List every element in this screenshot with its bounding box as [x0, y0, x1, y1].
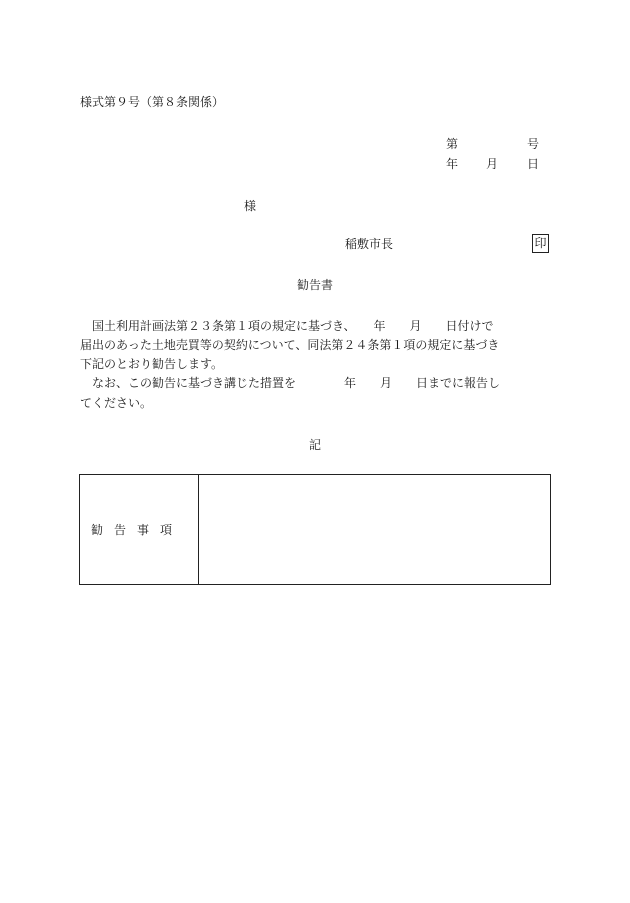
date-year-label: 年	[446, 157, 459, 171]
recommendation-content-field[interactable]	[199, 475, 550, 584]
body-line-1: 国土利用計画法第２３条第１項の規定に基づき、 年 月 日付けで	[80, 319, 494, 333]
table-label-cell	[80, 475, 199, 584]
date-day-label: 日	[527, 157, 540, 171]
recommendation-table	[79, 474, 551, 585]
issuer-name: 稲敷市長	[345, 237, 394, 251]
addressee-suffix: 様	[244, 199, 257, 213]
body-line-5: てください。	[80, 396, 153, 410]
body-line-2: 届出のあった土地売買等の契約について、同法第２４条第１項の規定に基づき	[80, 338, 500, 352]
body-line-3: 下記のとおり勧告します。	[80, 357, 224, 371]
document-number-label: 第	[446, 137, 459, 151]
ki-heading: 記	[308, 438, 321, 452]
document-number-suffix: 号	[527, 137, 540, 151]
date-month-label: 月	[486, 157, 499, 171]
document-title: 勧告書	[296, 278, 333, 292]
table-label: 勧告事項	[91, 523, 184, 537]
body-line-4: なお、この勧告に基づき講じた措置を 年 月 日までに報告し	[80, 376, 501, 390]
seal-mark: 印	[532, 234, 549, 253]
form-number: 様式第９号（第８条関係）	[80, 95, 225, 109]
